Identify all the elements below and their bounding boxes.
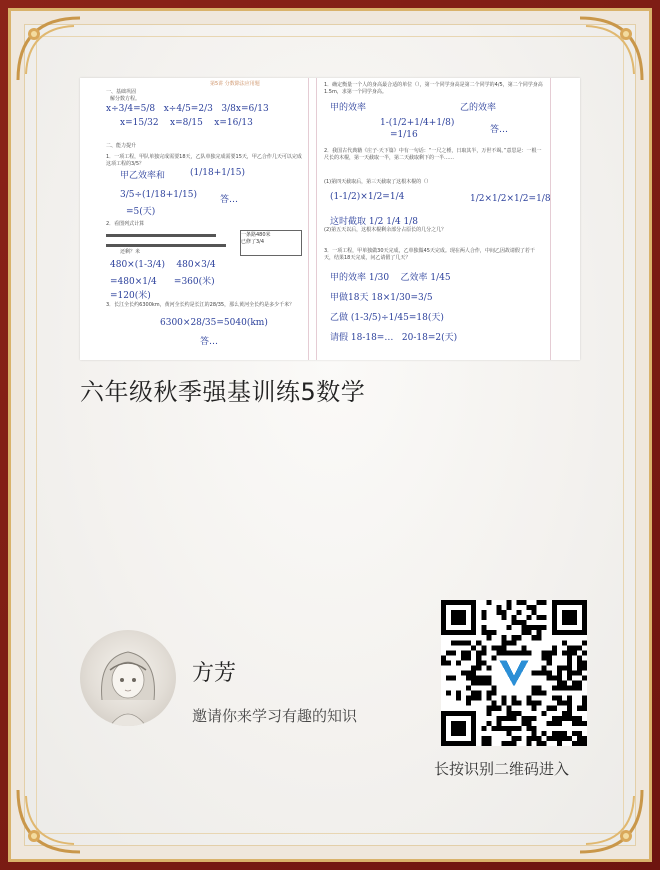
section-heading: 一、基础巩固 <box>106 89 137 95</box>
handwriting: (1-1/2)×1/2=1/4 <box>330 192 405 202</box>
handwriting: x=15/32 x=8/15 x=16/13 <box>120 118 253 128</box>
qr-code-icon <box>441 600 587 746</box>
handwriting: 甲做18天 18×1/30=3/5 <box>330 293 433 303</box>
section-heading: 二、能力提升 <box>106 143 137 149</box>
page-title: 六年级秋季强基训练5数学 <box>80 378 366 406</box>
question-text: 2．我国古代典籍《庄子·天下篇》中有一句话：“一尺之棰，日取其半，万世不竭。”意思是：一根一尺长的木棍，第一天截取一半，第二天截取剩下的一半…… <box>324 148 542 161</box>
qr-caption: 长按识别二维码进入 <box>434 760 570 778</box>
diagram-label: 还剩？米 <box>120 249 141 255</box>
corner-ornament-icon <box>14 14 84 84</box>
handwriting: 甲的效率 1/30 乙效率 1/45 <box>330 273 451 283</box>
handwriting: 乙做 (1-3/5)÷1/45=18(天) <box>330 313 444 323</box>
handwriting: 1/2×1/2×1/2=1/8 <box>470 194 551 204</box>
question-text: 3．长江全长约6300km，黄河全长约是长江的28/35，那么黄河全长约是多少千米？ <box>106 302 295 308</box>
question-text: (1)第四天截取后，第三天截取了这根木棍的（） <box>324 179 432 185</box>
handwriting: =480×1/4 =360(米) <box>110 277 215 287</box>
handwriting: 1-(1/2+1/4+1/8) <box>380 118 455 128</box>
qr-code[interactable] <box>441 600 587 746</box>
handwriting: 答… <box>490 125 509 135</box>
handwriting: (1/18+1/15) <box>190 168 245 178</box>
invite-text: 邀请你来学习有趣的知识 <box>192 707 358 725</box>
handwriting: x÷3/4=5/8 x÷4/5=2/3 3/8x=6/13 <box>106 104 269 114</box>
question-text: 1．一项工程，甲队单独完成需要18天，乙队单独完成需要15天，甲乙合作几天可以完成这项工程的3/5？ <box>106 154 302 167</box>
handwriting: 答… <box>220 195 239 205</box>
handwriting: 甲的效率 <box>330 103 367 113</box>
diagram-label: 已修了3/4 <box>241 239 265 245</box>
avatar-sketch-icon <box>80 630 176 726</box>
corner-ornament-icon <box>576 786 646 856</box>
handwriting: =5(天) <box>126 207 156 217</box>
handwriting: =120(米) <box>110 291 151 301</box>
question-text: 2．看图列式计算 <box>106 221 145 227</box>
corner-ornament-icon <box>576 14 646 84</box>
diagram-bar <box>106 234 216 237</box>
handwriting: 甲乙效率和 <box>120 171 166 181</box>
question-text: 1．确定衡量一个人的身高最合适的单位（），第一个同学身高是第二个同学的4/5，第二个同学身高1.5m，求第一个同学身高。 <box>324 82 543 95</box>
handwriting: =1/16 <box>390 130 418 140</box>
worksheet-header: 第5讲 分数除法应用题 <box>210 81 260 87</box>
question-text: (2)第五天以后，这根木棍剩余部分占原长的几分之几？ <box>324 227 447 233</box>
diagram-label: 一条路480米 <box>241 232 271 238</box>
section-subheading: 解分数方程。 <box>110 96 141 102</box>
handwriting: 乙的效率 <box>460 103 497 113</box>
diagram-box <box>240 230 302 256</box>
handwriting: 答… <box>200 337 219 347</box>
corner-ornament-icon <box>14 786 84 856</box>
handwriting: 请假 18-18=… 20-18=2(天) <box>330 333 458 343</box>
handwriting: 480×(1-3/4) 480×3/4 <box>110 260 216 270</box>
handwriting: 6300×28/35=5040(km) <box>160 318 268 328</box>
handwriting: 3/5÷(1/18+1/15) <box>120 190 198 200</box>
worksheet-preview[interactable] <box>80 78 580 360</box>
diagram-bar <box>106 244 226 247</box>
question-text: 3．一项工程，甲单独做30天完成，乙单独做45天完成。现在两人合作，中间乙因故请假了若干天，结果18天完成，问乙请假了几天？ <box>324 248 535 261</box>
avatar[interactable] <box>80 630 176 726</box>
author-name: 方芳 <box>192 661 237 686</box>
handwriting: 这时截取 1/2 1/4 1/8 <box>330 217 419 227</box>
